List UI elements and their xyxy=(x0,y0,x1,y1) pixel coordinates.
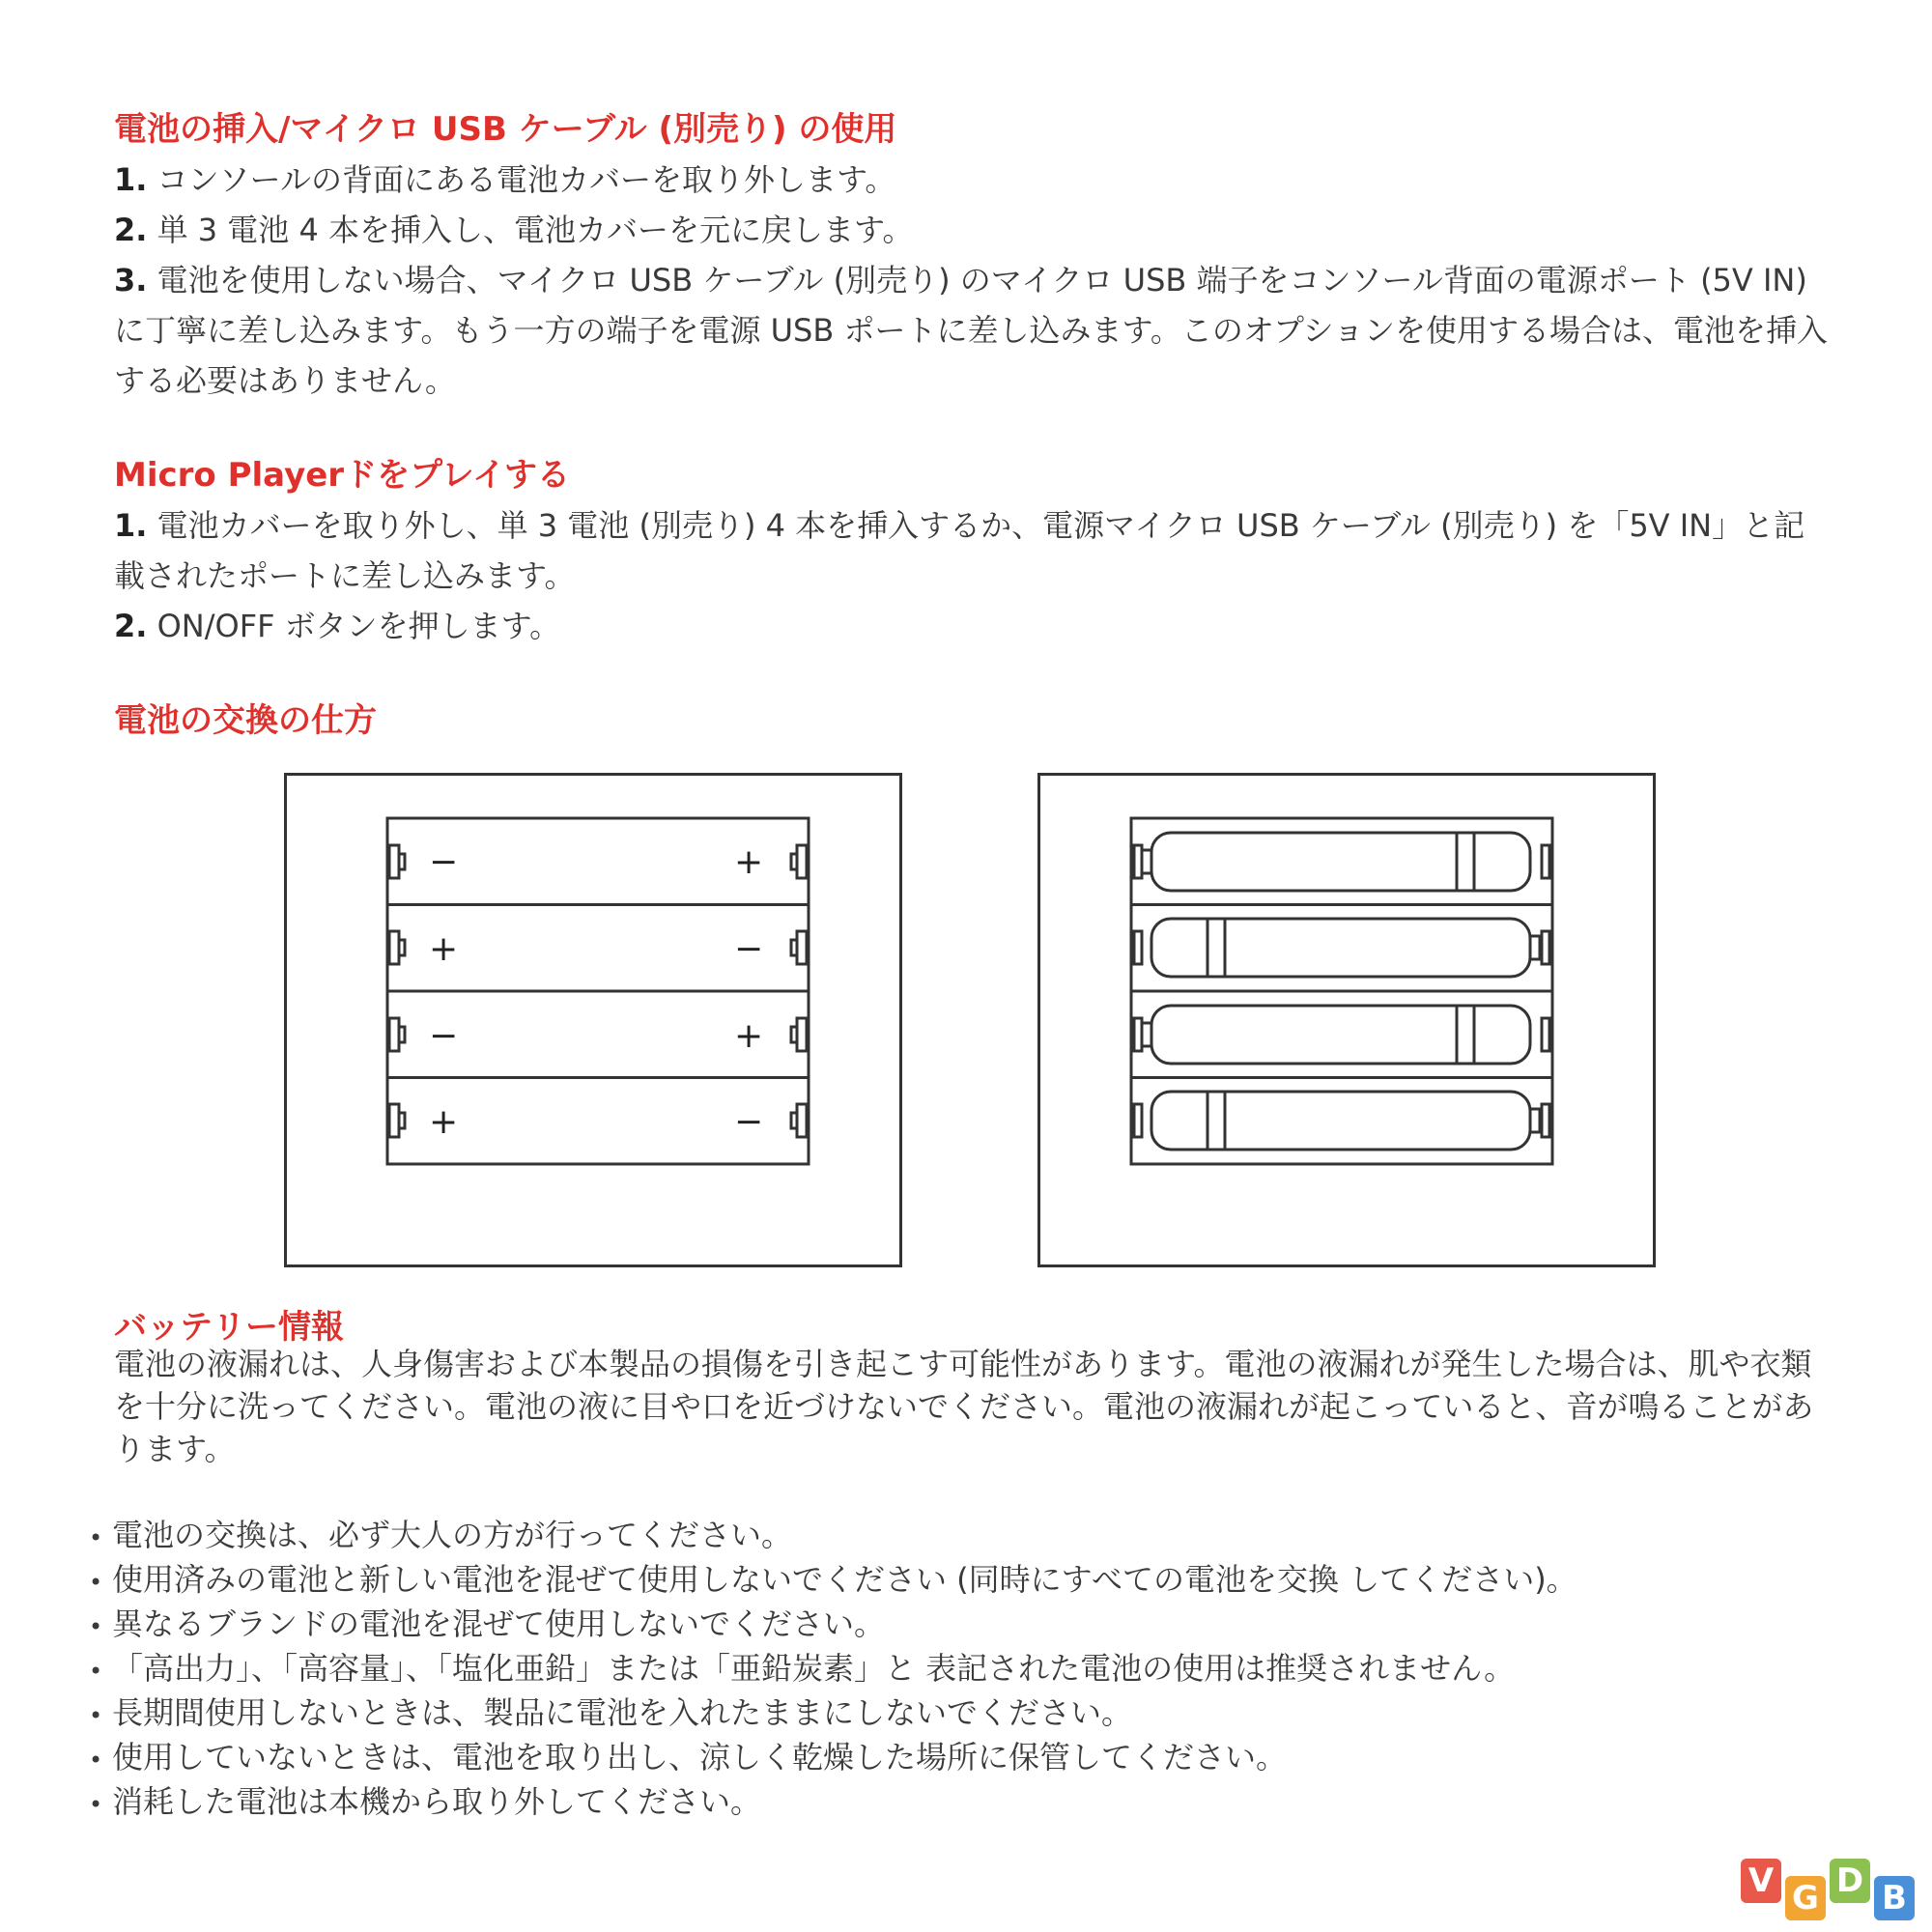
slot-2-left-sign: + xyxy=(429,929,459,969)
logo-letter-b: B xyxy=(1874,1876,1915,1920)
logo-letter-g: G xyxy=(1785,1876,1826,1920)
insert-step-2: 2. 単 3 電池 4 本を挿入し、電池カバーを元に戻します。 xyxy=(114,212,914,248)
battery-compartment-filled-diagram xyxy=(1037,773,1656,1267)
logo-letter-v: V xyxy=(1741,1859,1781,1903)
slot-1-right-sign: + xyxy=(734,842,764,882)
list-item: • 「高出力」、「高容量」、「塩化亜鉛」または「亜鉛炭素」と 表記された電池の使用は推奨されません。 xyxy=(89,1648,1577,1692)
slot-2-right-sign: − xyxy=(734,929,764,969)
slot-4-left-sign: + xyxy=(429,1102,459,1142)
slot-1-left-sign: − xyxy=(429,842,459,882)
insert-step-1: 1. コンソールの背面にある電池カバーを取り外します。 xyxy=(114,161,896,198)
slot-3-right-sign: + xyxy=(734,1016,764,1056)
slot-3-left-sign: − xyxy=(429,1016,459,1056)
list-item: • 消耗した電池は本機から取り外してください。 xyxy=(89,1781,1577,1826)
play-steps xyxy=(114,500,1833,651)
battery-info-text: 電池の液漏れは、人身傷害および本製品の損傷を引き起こす可能性があります。電池の液漏れが発生した場合は、肌や衣類を十分に洗ってください。電池の液に目や口を近づけないでください。電池の液漏れが起こっていると、音が鳴ることがあります。 xyxy=(114,1346,1814,1467)
list-item: • 電池の交換は、必ず大人の方が行ってください。 xyxy=(89,1515,1577,1559)
battery-caution-list xyxy=(89,1515,1577,1826)
vgdb-logo xyxy=(1741,1857,1924,1924)
list-item: • 使用済みの電池と新しい電池を混ぜて使用しないでください (同時にすべての電池を交換 してください)。 xyxy=(89,1559,1577,1604)
list-item: • 長期間使用しないときは、製品に電池を入れたままにしないでください。 xyxy=(89,1692,1577,1737)
section-title-replace: 電池の交換の仕方 xyxy=(114,701,377,740)
logo-letter-d: D xyxy=(1830,1859,1870,1903)
battery-compartment-empty-diagram xyxy=(284,773,902,1267)
slot-4-right-sign: − xyxy=(734,1102,764,1142)
play-step-1: 1. 電池カバーを取り外し、単 3 電池 (別売り) 4 本を挿入するか、電源マイクロ USB ケーブル (別売り) を「5V IN」と記載されたポートに差し込みます。 xyxy=(114,507,1805,594)
section-title-play: Micro Playerドをプレイする xyxy=(114,456,570,495)
insert-steps xyxy=(114,155,1833,406)
insert-step-3: 3. 電池を使用しない場合、マイクロ USB ケーブル (別売り) のマイクロ USB 端子をコンソール背面の電源ポート (5V IN) に丁寧に差し込みます。もう一方の端子を電源 USB ポートに差し込みます。このオプションを使用する場合は、電池を挿入する必要はありません。 xyxy=(114,262,1829,399)
list-item: • 使用していないときは、電池を取り出し、涼しく乾燥した場所に保管してください。 xyxy=(89,1737,1577,1781)
list-item: • 異なるブランドの電池を混ぜて使用しないでください。 xyxy=(89,1604,1577,1648)
section-title-battery-info: バッテリー情報 xyxy=(114,1308,344,1347)
play-step-2: 2. ON/OFF ボタンを押します。 xyxy=(114,608,561,644)
section-title-insert: 電池の挿入/マイクロ USB ケーブル (別売り) の使用 xyxy=(114,110,897,149)
